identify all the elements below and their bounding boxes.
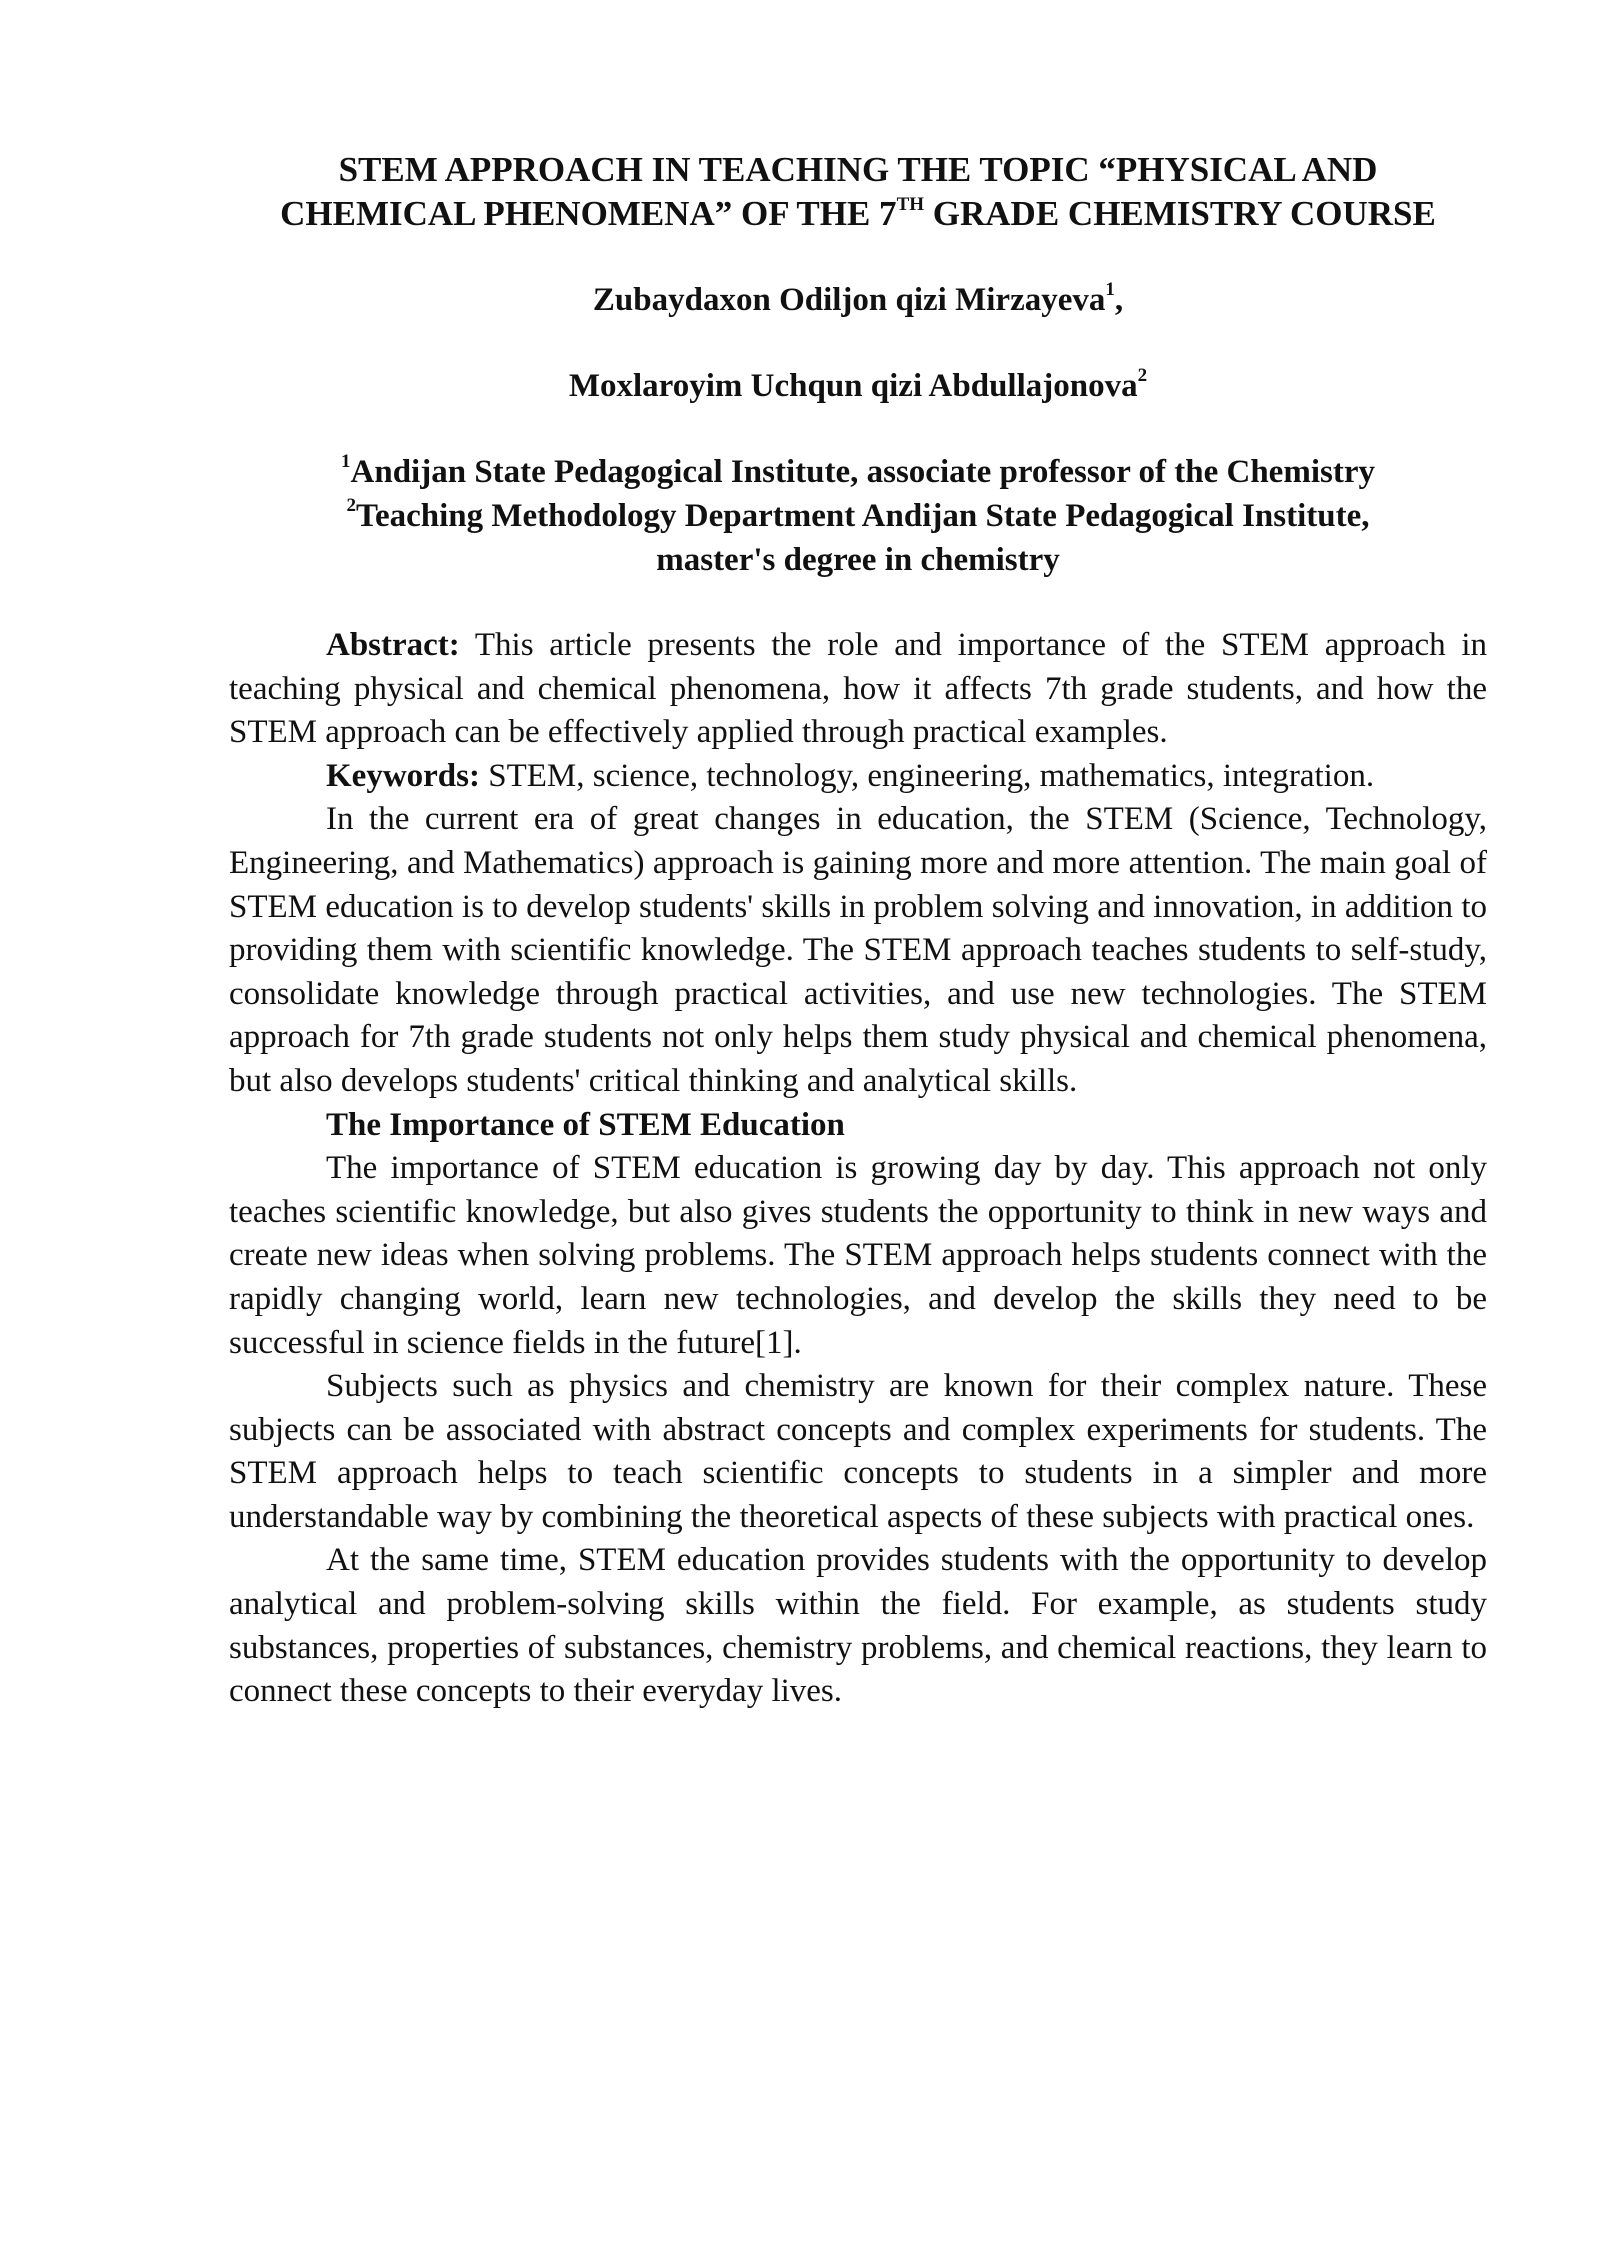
body-paragraph-3: At the same time, STEM education provides students with the opportunity to develop analytical and problem-solving skills within the field. For example, as students study substances, properties of substances, chemistry problems, and chemical reactions, they learn to connect these concepts to their everyday lives. xyxy=(229,1542,1487,1710)
affiliation-line-1 xyxy=(229,450,1487,494)
abstract-label: Abstract: xyxy=(326,627,460,663)
title-line-2 xyxy=(229,192,1487,236)
affiliation-1-mark: 1 xyxy=(341,451,351,472)
keywords-paragraph xyxy=(229,755,1487,799)
author-1 xyxy=(229,278,1487,322)
intro-paragraph: In the current era of great changes in education, the STEM (Science, Technology, Engineering, and Mathematics) approach is gaining more and more attention. The main goal of STEM education is to develop students' skills in problem solving and innovation, in addition to providing them with scientific knowledge. The STEM approach teaches students to self-study, consolidate knowledge through practical activities, and use new technologies. The STEM approach for 7th grade students not only helps them study physical and chemical phenomena, but also develops students' critical thinking and analytical skills. xyxy=(229,801,1487,1099)
title-line-2-start: CHEMICAL PHENOMENA” OF THE 7 xyxy=(280,194,897,233)
article-page xyxy=(229,148,1487,1714)
keywords-text: STEM, science, technology, engineering, mathematics, integration. xyxy=(479,757,1375,794)
title-superscript: TH xyxy=(896,194,925,215)
abstract-paragraph xyxy=(229,624,1487,755)
affiliation-line-2 xyxy=(229,494,1487,538)
section-heading: The Importance of STEM Education xyxy=(326,1106,845,1143)
body-paragraph-2: Subjects such as physics and chemistry are known for their complex nature. These subjects can be associated with abstract concepts and complex experiments for students. The STEM approach helps to teach scientific concepts to students in a simpler and more understandable way by combining the theoretical aspects of these subjects with practical ones. xyxy=(229,1368,1487,1535)
abstract-text: This article presents the role and importance of the STEM approach in teaching physical and chemical phenomena, how it affects 7th grade students, and how the STEM approach can be effectively applied through practical examples. xyxy=(229,627,1487,751)
affiliation-2-text: Teaching Methodology Department Andijan State Pedagogical Institute, xyxy=(355,498,1370,534)
title-line-2-end: GRADE CHEMISTRY COURSE xyxy=(924,194,1436,233)
author-2-name: Moxlaroyim Uchqun qizi Abdullajonova xyxy=(568,368,1138,404)
author-2-affiliation-mark: 2 xyxy=(1137,365,1148,386)
affiliation-1-text: Andijan State Pedagogical Institute, associate professor of the Chemistry xyxy=(350,454,1375,490)
author-2 xyxy=(229,364,1487,408)
article-title xyxy=(229,148,1487,236)
author-1-name: Zubaydaxon Odiljon qizi Mirzayeva xyxy=(592,282,1106,318)
affiliation-line-3: master's degree in chemistry xyxy=(656,542,1060,578)
affiliations xyxy=(229,450,1487,582)
article-body xyxy=(229,624,1487,1714)
author-1-suffix: , xyxy=(1114,282,1124,318)
keywords-label: Keywords: xyxy=(326,757,480,794)
title-line-1: STEM APPROACH IN TEACHING THE TOPIC “PHYSICAL AND xyxy=(338,150,1378,189)
affiliation-2-mark: 2 xyxy=(346,495,356,516)
author-1-affiliation-mark: 1 xyxy=(1105,279,1115,300)
body-paragraph-1: The importance of STEM education is growing day by day. This approach not only teaches scientific knowledge, but also gives students the opportunity to think in new ways and create new ideas when solving problems. The STEM approach helps students connect with the rapidly changing world, learn new technologies, and develop the skills they need to be successful in science fields in the future[1]. xyxy=(229,1150,1487,1361)
